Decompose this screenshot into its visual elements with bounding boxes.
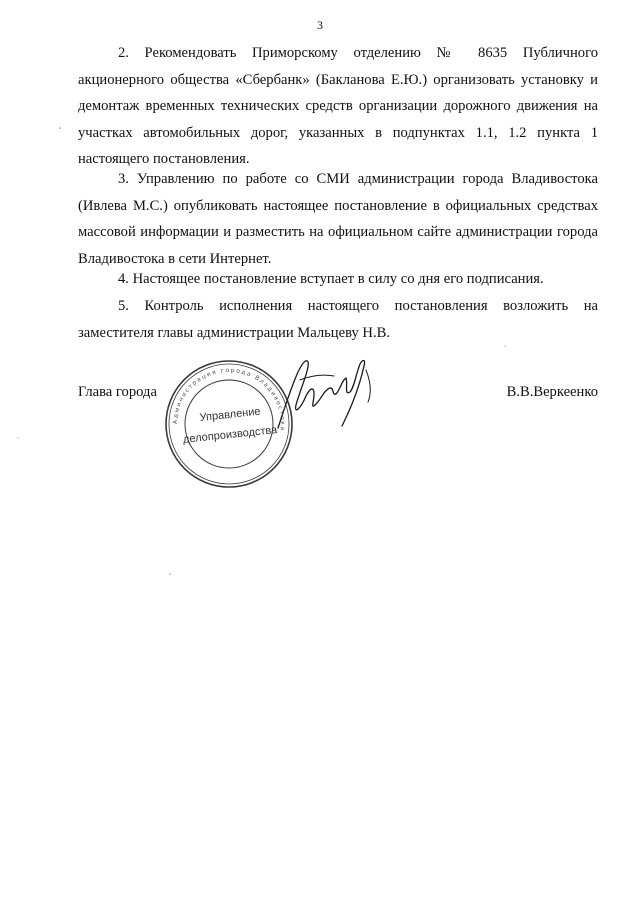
stamp-ring-text: Администрация города Владивостока	[171, 366, 287, 432]
signatory-title: Глава города	[78, 384, 157, 400]
page-number: 3	[317, 18, 323, 32]
paragraph-2: 2. Рекомендовать Приморскому отделению № 8635 Публичного акционерного общества «Сбербанк» (Бакланова Е.Ю.) организовать установку и демонтаж временных технических средств организации дорожного движения на участках автомобильных дорог, указанных в подпунктах 1.1, 1.2 пункта 1 настоящего постановления.	[78, 45, 598, 167]
stamp-line-2: делопроизводства	[182, 424, 278, 446]
paragraph-5: 5. Контроль исполнения настоящего постановления возложить на заместителя главы администрации Мальцеву Н.В.	[78, 298, 598, 341]
paragraph-3: 3. Управлению по работе со СМИ администрации города Владивостока (Ивлева М.С.) опубликовать настоящее постановление в официальных средствах массовой информации и разместить на официальном сайте администрации города Владивостока в сети Интернет.	[78, 171, 598, 267]
stamp-line-1: Управление	[199, 405, 262, 425]
signatory-name: В.В.Веркеенко	[506, 384, 598, 400]
handwritten-signature	[270, 350, 380, 440]
paragraph-4: 4. Настоящее постановление вступает в силу со дня его подписания.	[118, 271, 544, 287]
